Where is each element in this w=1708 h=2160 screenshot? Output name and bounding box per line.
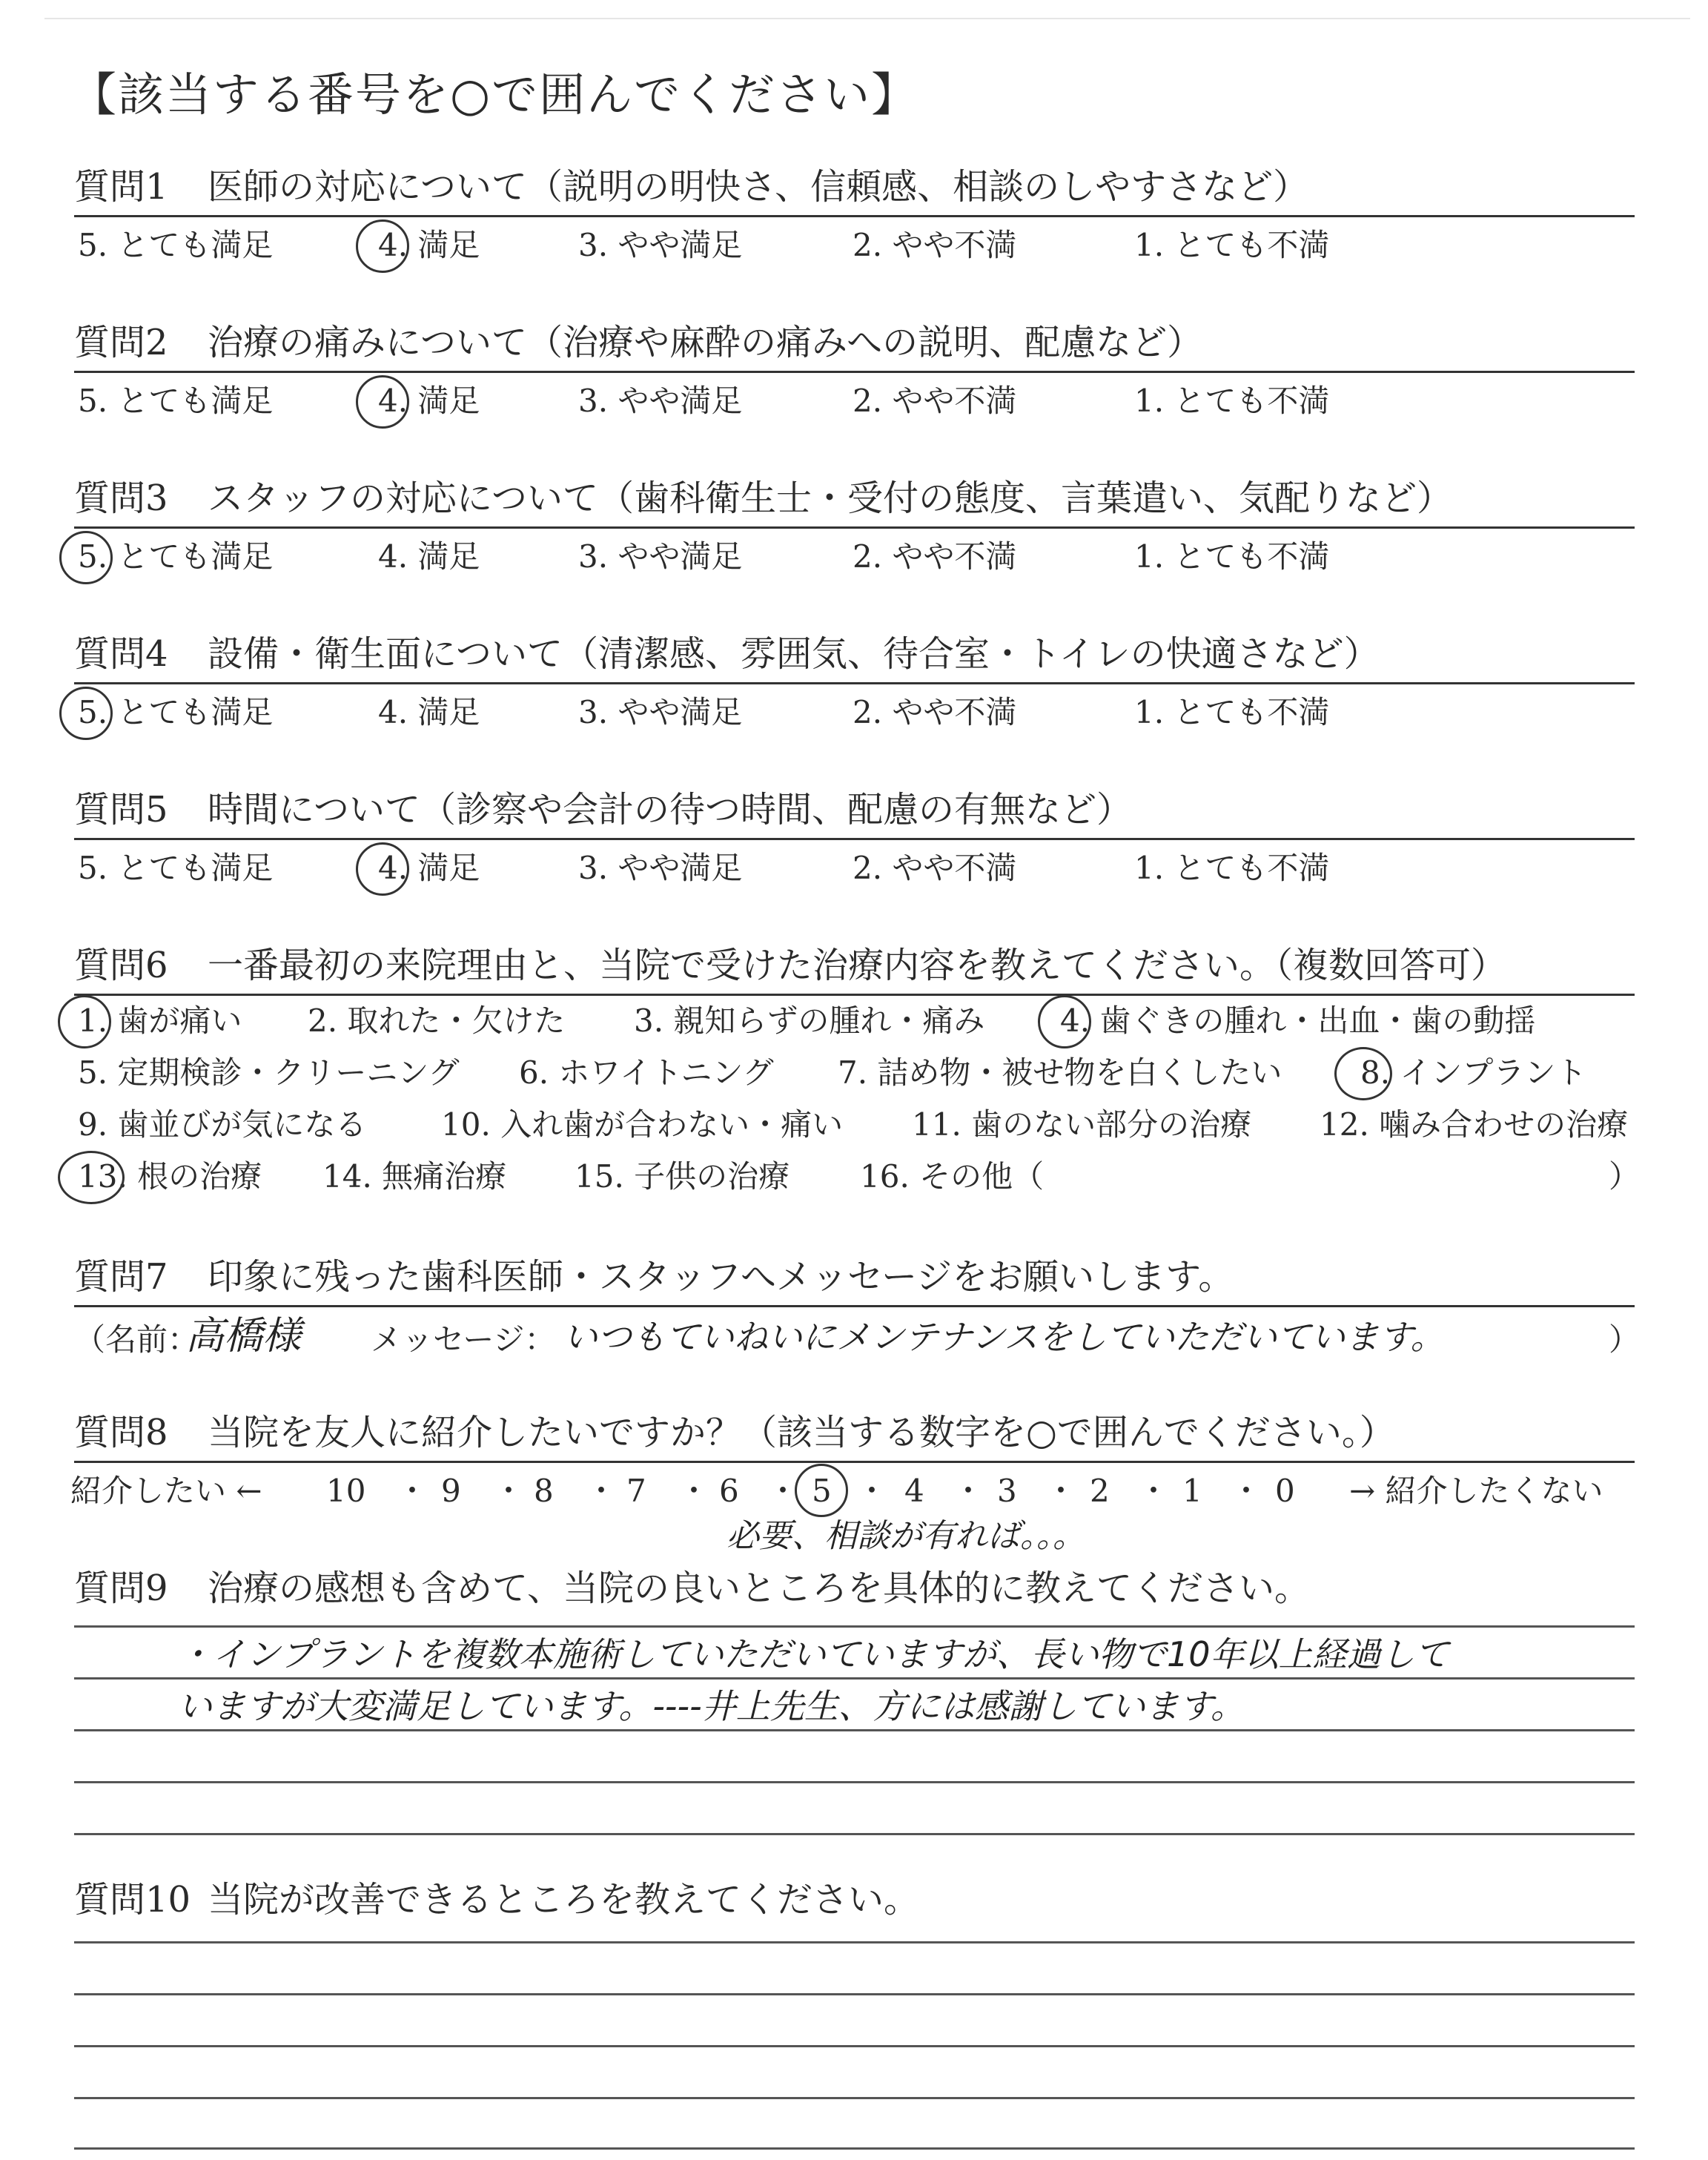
question-text: 治療の感想も含めて、当院の良いところを具体的に教えてください。 — [208, 1568, 1311, 1609]
answer-line — [74, 1993, 1635, 1995]
question-number: 質問1 — [74, 166, 168, 208]
page-title: 【該当する番号を○で囲んでください】 — [70, 67, 919, 122]
question-3 — [74, 478, 1635, 575]
name-field[interactable]: 高橋様 — [185, 1314, 302, 1358]
question-number: 質問5 — [74, 789, 168, 830]
question-10 — [74, 1879, 1635, 1920]
option-5[interactable]: 5. とても満足 — [78, 538, 274, 575]
question-2 — [74, 322, 1635, 419]
q6-option-1[interactable]: 1. 歯が痛い — [78, 1003, 242, 1039]
question-5 — [74, 789, 1635, 886]
question-1 — [74, 166, 1635, 263]
top-border — [44, 18, 1690, 19]
question-7 — [74, 1256, 1641, 1358]
question-number: 質問4 — [74, 633, 168, 675]
question-3-heading — [74, 478, 1635, 519]
q6-option-16[interactable]: 16. その他（ — [860, 1158, 1045, 1195]
question-4-heading — [74, 633, 1635, 675]
question-text: スタッフの対応について（歯科衛生士・受付の態度、言葉遣い、気配りなど） — [208, 478, 1453, 519]
option-2[interactable]: 2. やや不満 — [853, 227, 1017, 263]
q6-option-2[interactable]: 2. 取れた・欠けた — [308, 1003, 566, 1039]
scale-8[interactable]: 8 — [534, 1473, 554, 1509]
question-6-heading — [74, 945, 1635, 986]
answer-line — [74, 1781, 1635, 1783]
q6-close-paren: ） — [1609, 1158, 1641, 1195]
option-3[interactable]: 3. やや満足 — [578, 227, 743, 263]
question-text: 時間について（診察や会計の待つ時間、配慮の有無など） — [208, 789, 1133, 830]
question-rule — [74, 371, 1635, 373]
selected-circle-mark — [59, 531, 113, 584]
answer-line — [74, 1833, 1635, 1835]
question-1-heading — [74, 166, 1635, 208]
option-5[interactable]: 5. とても満足 — [78, 383, 274, 419]
question-8 — [70, 1412, 1635, 1555]
question-number: 質問10 — [74, 1879, 191, 1920]
question-text: 印象に残った歯科医師・スタッフへメッセージをお願いします。 — [208, 1256, 1234, 1298]
scale-9[interactable]: 9 — [441, 1473, 461, 1509]
option-1[interactable]: 1. とても不満 — [1134, 850, 1330, 886]
selected-circle-mark — [1334, 1047, 1392, 1100]
q6-option-5[interactable]: 5. 定期検診・クリーニング — [78, 1054, 460, 1091]
option-4[interactable]: 4. 満足 — [378, 227, 480, 263]
question-number: 質問6 — [74, 945, 168, 986]
q6-option-6[interactable]: 6. ホワイトニング — [519, 1054, 774, 1091]
question-rule — [74, 838, 1635, 840]
answer-line — [74, 1625, 1635, 1628]
message-field[interactable]: いつもていねいにメンテナンスをしていただいています。 — [563, 1317, 1445, 1357]
question-number: 質問7 — [74, 1256, 168, 1298]
q6-option-14[interactable]: 14. 無痛治療 — [322, 1158, 507, 1195]
q6-option-11[interactable]: 11. 歯のない部分の治療 — [912, 1106, 1252, 1143]
q7-close-paren: ） — [1609, 1321, 1641, 1358]
option-3[interactable]: 3. やや満足 — [578, 383, 743, 419]
selected-circle-mark — [356, 375, 409, 429]
answer-line — [74, 2147, 1635, 2150]
scale-1[interactable]: 1 — [1182, 1473, 1202, 1509]
q6-option-12[interactable]: 12. 噛み合わせの治療 — [1320, 1106, 1629, 1143]
selected-circle-mark — [59, 687, 113, 740]
question-rule — [74, 1305, 1635, 1307]
q6-option-4[interactable]: 4. 歯ぐきの腫れ・出血・歯の動揺 — [1060, 1003, 1536, 1039]
option-5[interactable]: 5. とても満足 — [78, 850, 274, 886]
scale-4[interactable]: 4 — [904, 1473, 924, 1509]
option-1[interactable]: 1. とても不満 — [1134, 227, 1330, 263]
option-3[interactable]: 3. やや満足 — [578, 538, 743, 575]
question-rule — [74, 994, 1635, 996]
option-4[interactable]: 4. 満足 — [378, 538, 480, 575]
question-number: 質問9 — [74, 1568, 168, 1609]
question-10-heading — [74, 1879, 1635, 1920]
question-number: 質問3 — [74, 478, 168, 519]
scale-dot: ・ — [397, 1473, 428, 1509]
answer-text-line-1[interactable]: ・インプラントを複数本施術していただいていますが、長い物で10年以上経過して — [178, 1634, 1449, 1674]
scale-dot: ・ — [586, 1473, 618, 1509]
selected-circle-mark — [356, 842, 409, 896]
question-text: 設備・衛生面について（清潔感、雰囲気、待合室・トイレの快適さなど） — [208, 633, 1380, 675]
question-number: 質問2 — [74, 322, 168, 363]
question-7-heading — [74, 1256, 1635, 1298]
question-rule — [74, 215, 1635, 217]
option-5[interactable]: 5. とても満足 — [78, 694, 274, 730]
question-text: 当院を友人に紹介したいですか？（該当する数字を○で囲んでください。） — [208, 1412, 1395, 1453]
q6-option-9[interactable]: 9. 歯並びが気になる — [78, 1106, 367, 1143]
scale-7[interactable]: 7 — [626, 1473, 646, 1509]
recommend-left-label: 紹介したい ← — [70, 1473, 262, 1509]
question-9 — [74, 1568, 1635, 1609]
scale-5[interactable]: 5 — [812, 1473, 832, 1509]
question-text: 治療の痛みについて（治療や麻酔の痛みへの説明、配慮など） — [208, 322, 1203, 363]
option-1[interactable]: 1. とても不満 — [1134, 383, 1330, 419]
name-label: （名前： — [74, 1321, 199, 1358]
option-2[interactable]: 2. やや不満 — [853, 694, 1017, 730]
scale-dot: ・ — [953, 1473, 984, 1509]
q6-option-8[interactable]: 8. インプラント — [1360, 1054, 1587, 1091]
scale-dot: ・ — [767, 1473, 799, 1509]
question-text: 一番最初の来院理由と、当院で受けた治療内容を教えてください。（複数回答可） — [208, 945, 1507, 986]
question-6 — [74, 945, 1641, 1195]
selected-circle-mark — [356, 219, 409, 273]
scale-0[interactable]: 0 — [1275, 1473, 1295, 1509]
scale-dot: ・ — [678, 1473, 710, 1509]
answer-line — [74, 1941, 1635, 1943]
q6-option-10[interactable]: 10. 入れ歯が合わない・痛い — [441, 1106, 844, 1143]
question-rule — [74, 526, 1635, 529]
question-2-heading — [74, 322, 1635, 363]
option-3[interactable]: 3. やや満足 — [578, 694, 743, 730]
option-1[interactable]: 1. とても不満 — [1134, 694, 1330, 730]
option-1[interactable]: 1. とても不満 — [1134, 538, 1330, 575]
scale-3[interactable]: 3 — [997, 1473, 1017, 1509]
scale-dot: ・ — [1231, 1473, 1262, 1509]
question-5-heading — [74, 789, 1635, 830]
answer-line — [74, 2097, 1635, 2099]
message-label: メッセージ： — [371, 1321, 556, 1358]
handwritten-note: 必要、相談が有れば。。。 — [726, 1517, 1085, 1555]
option-4[interactable]: 4. 満足 — [378, 383, 480, 419]
answer-text-line-2[interactable]: いますが大変満足しています。----井上先生、方には感謝しています。 — [178, 1686, 1245, 1726]
option-2[interactable]: 2. やや不満 — [853, 850, 1017, 886]
scale-dot: ・ — [493, 1473, 525, 1509]
q6-option-3[interactable]: 3. 親知らずの腫れ・痛み — [634, 1003, 985, 1039]
option-3[interactable]: 3. やや満足 — [578, 850, 743, 886]
answer-line — [74, 1677, 1635, 1680]
scale-6[interactable]: 6 — [719, 1473, 739, 1509]
selected-circle-mark — [58, 995, 111, 1048]
selected-circle-mark — [58, 1151, 125, 1204]
question-rule — [74, 682, 1635, 684]
q6-option-15[interactable]: 15. 子供の治療 — [575, 1158, 790, 1195]
question-text: 医師の対応について（説明の明快さ、信頼感、相談のしやすさなど） — [208, 166, 1309, 208]
question-text: 当院が改善できるところを教えてください。 — [208, 1879, 920, 1920]
scale-2[interactable]: 2 — [1090, 1473, 1110, 1509]
q6-option-13[interactable]: 13. 根の治療 — [78, 1158, 262, 1195]
question-number: 質問8 — [74, 1412, 168, 1453]
scale-dot: ・ — [856, 1473, 888, 1509]
option-2[interactable]: 2. やや不満 — [853, 538, 1017, 575]
question-8-heading — [74, 1412, 1635, 1453]
selected-circle-mark — [1038, 995, 1091, 1048]
option-5[interactable]: 5. とても満足 — [78, 227, 274, 263]
answer-line — [74, 2045, 1635, 2047]
recommend-right-label: → 紹介したくない — [1349, 1473, 1603, 1509]
selected-circle-mark — [795, 1464, 848, 1517]
q6-option-7[interactable]: 7. 詰め物・被せ物を白くしたい — [838, 1054, 1282, 1091]
question-rule — [74, 1461, 1635, 1463]
option-4[interactable]: 4. 満足 — [378, 694, 480, 730]
option-4[interactable]: 4. 満足 — [378, 850, 480, 886]
question-9-heading — [74, 1568, 1635, 1609]
scale-dot: ・ — [1045, 1473, 1077, 1509]
option-2[interactable]: 2. やや不満 — [853, 383, 1017, 419]
scale-10[interactable]: 10 — [326, 1473, 366, 1509]
answer-line — [74, 1729, 1635, 1731]
scale-dot: ・ — [1138, 1473, 1170, 1509]
question-4 — [74, 633, 1635, 730]
